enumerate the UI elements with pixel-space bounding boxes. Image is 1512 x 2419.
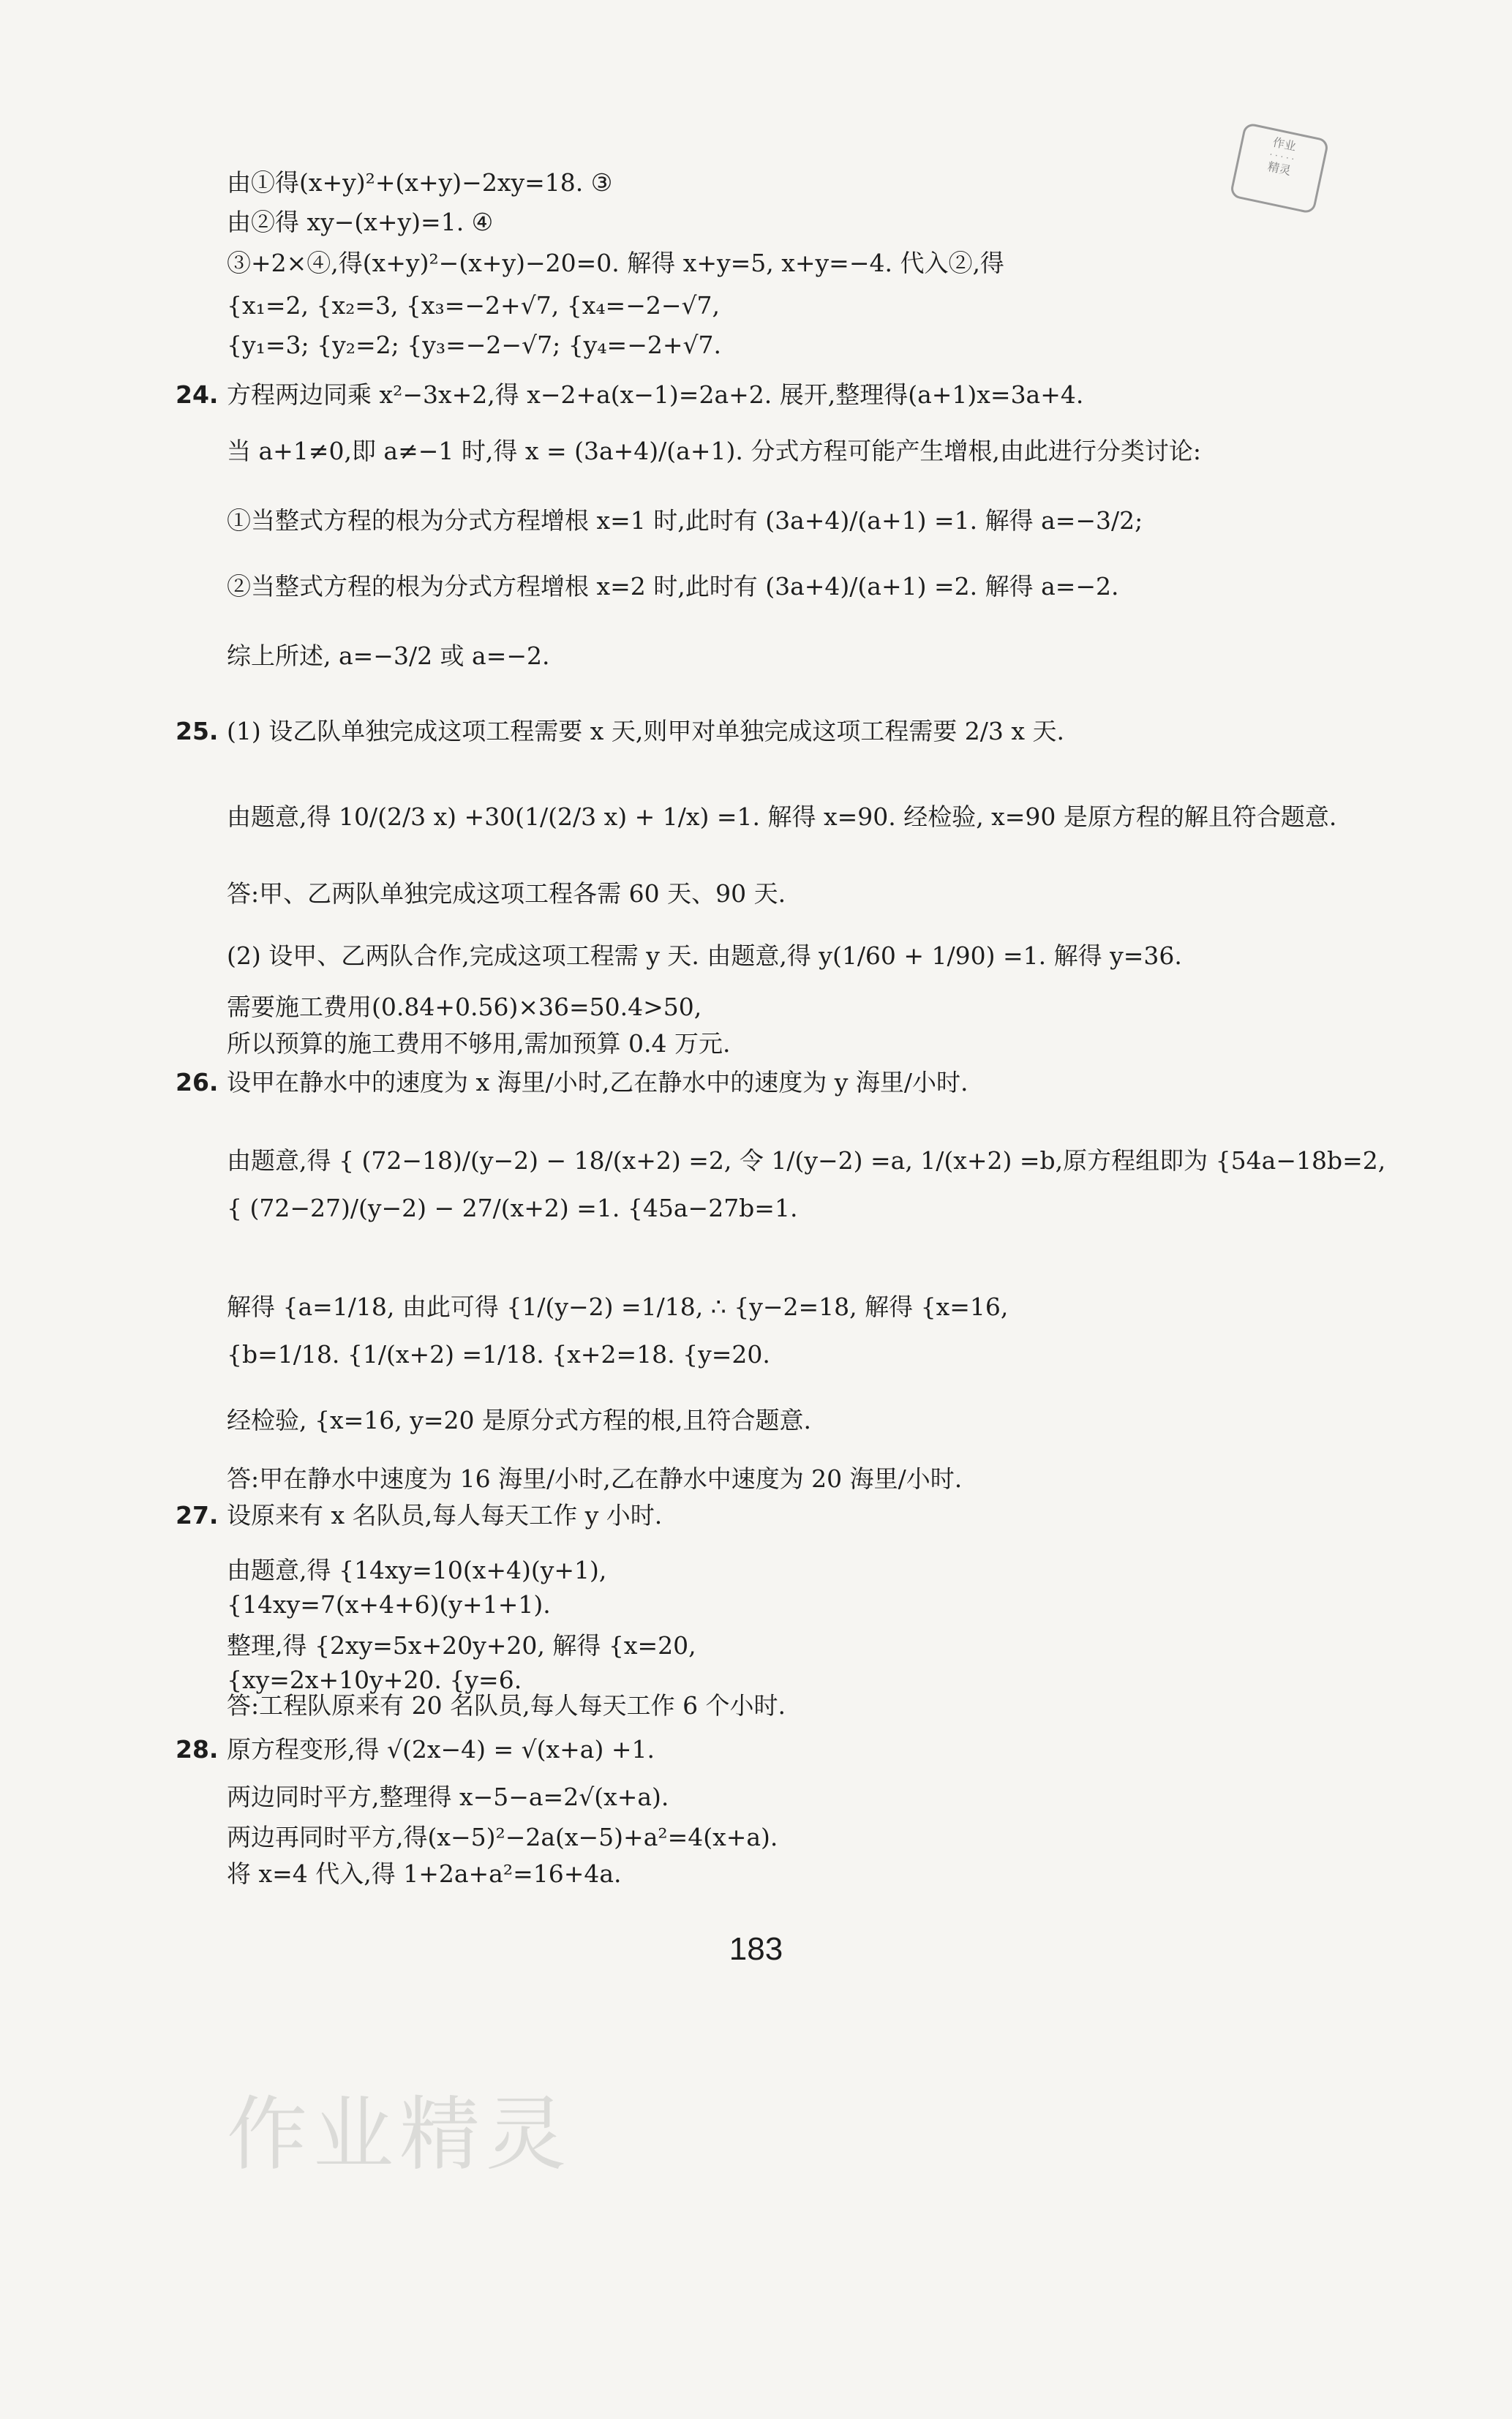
line-14: (2) 设甲、乙两队合作,完成这项工程需 y 天. 由题意,得 y(1/60 + 1/90) =1. 解得 y=36.: [227, 941, 1182, 970]
line-27: 整理,得 {2xy=5x+20y+20, 解得 {x=20,: [227, 1631, 696, 1660]
line-21: {b=1/18. {1/(x+2) =1/18. {x+2=18. {y=20.: [227, 1340, 770, 1369]
line-30: 原方程变形,得 √(2x−4) = √(x+a) +1.: [227, 1735, 655, 1764]
line-25: 由题意,得 {14xy=10(x+4)(y+1),: [227, 1556, 607, 1584]
line-28: {xy=2x+10y+20. {y=6.: [227, 1666, 522, 1694]
line-7: 当 a+1≠0,即 a≠−1 时,得 x = (3a+4)/(a+1). 分式方程可能产生增根,由此进行分类讨论:: [227, 437, 1201, 465]
line-5: {y₁=3; {y₂=2; {y₃=−2−√7; {y₄=−2+√7.: [227, 331, 722, 359]
line-3: ③+2×④,得(x+y)²−(x+y)−20=0. 解得 x+y=5, x+y=−4. 代入②,得: [227, 249, 1004, 277]
line-15: 需要施工费用(0.84+0.56)×36=50.4>50,: [227, 993, 702, 1021]
line-6: 方程两边同乘 x²−3x+2,得 x−2+a(x−1)=2a+2. 展开,整理得(a+1)x=3a+4.: [227, 380, 1084, 409]
line-31: 两边同时平方,整理得 x−5−a=2√(x+a).: [227, 1783, 669, 1811]
line-23: 答:甲在静水中速度为 16 海里/小时,乙在静水中速度为 20 海里/小时.: [227, 1464, 963, 1493]
question-number-28: 28.: [176, 1735, 219, 1764]
question-number-27: 27.: [176, 1501, 219, 1530]
line-18: 由题意,得 { (72−18)/(y−2) − 18/(x+2) =2, 令 1/(y−2) =a, 1/(x+2) =b,原方程组即为 {54a−18b=2,: [227, 1146, 1386, 1175]
line-1: 由①得(x+y)²+(x+y)−2xy=18. ③: [227, 168, 613, 197]
line-29: 答:工程队原来有 20 名队员,每人每天工作 6 个小时.: [227, 1691, 786, 1720]
line-19: { (72−27)/(y−2) − 27/(x+2) =1. {45a−27b=1.: [227, 1194, 798, 1222]
question-number-26: 26.: [176, 1068, 219, 1096]
line-17: 设甲在静水中的速度为 x 海里/小时,乙在静水中的速度为 y 海里/小时.: [227, 1068, 968, 1096]
stamp-text-1: 作业: [1271, 135, 1298, 154]
question-number-24: 24.: [176, 380, 219, 409]
line-8: ①当整式方程的根为分式方程增根 x=1 时,此时有 (3a+4)/(a+1) =1. 解得 a=−3/2;: [227, 506, 1143, 535]
question-number-25: 25.: [176, 717, 219, 745]
page-number: 183: [729, 1931, 783, 1967]
line-4: {x₁=2, {x₂=3, {x₃=−2+√7, {x₄=−2−√7,: [227, 291, 721, 320]
line-16: 所以预算的施工费用不够用,需加预算 0.4 万元.: [227, 1029, 731, 1058]
line-33: 将 x=4 代入,得 1+2a+a²=16+4a.: [227, 1859, 622, 1888]
line-22: 经检验, {x=16, y=20 是原分式方程的根,且符合题意.: [227, 1406, 811, 1434]
line-32: 两边再同时平方,得(x−5)²−2a(x−5)+a²=4(x+a).: [227, 1823, 778, 1851]
line-10: 综上所述, a=−3/2 或 a=−2.: [227, 642, 550, 670]
line-13: 答:甲、乙两队单独完成这项工程各需 60 天、90 天.: [227, 879, 786, 908]
stamp-logo: 作业 · · · · · 精灵: [1229, 122, 1329, 214]
line-9: ②当整式方程的根为分式方程增根 x=2 时,此时有 (3a+4)/(a+1) =2. 解得 a=−2.: [227, 572, 1119, 601]
stamp-text-2: 精灵: [1266, 159, 1293, 178]
watermark: 作业精灵: [227, 2088, 572, 2181]
line-2: 由②得 xy−(x+y)=1. ④: [227, 208, 494, 236]
line-20: 解得 {a=1/18, 由此可得 {1/(y−2) =1/18, ∴ {y−2=18, 解得 {x=16,: [227, 1293, 1009, 1321]
line-26: {14xy=7(x+4+6)(y+1+1).: [227, 1590, 551, 1619]
line-12: 由题意,得 10/(2/3 x) +30(1/(2/3 x) + 1/x) =1. 解得 x=90. 经检验, x=90 是原方程的解且符合题意.: [227, 802, 1337, 831]
line-24: 设原来有 x 名队员,每人每天工作 y 小时.: [227, 1501, 663, 1530]
line-11: (1) 设乙队单独完成这项工程需要 x 天,则甲对单独完成这项工程需要 2/3 x 天.: [227, 717, 1064, 745]
